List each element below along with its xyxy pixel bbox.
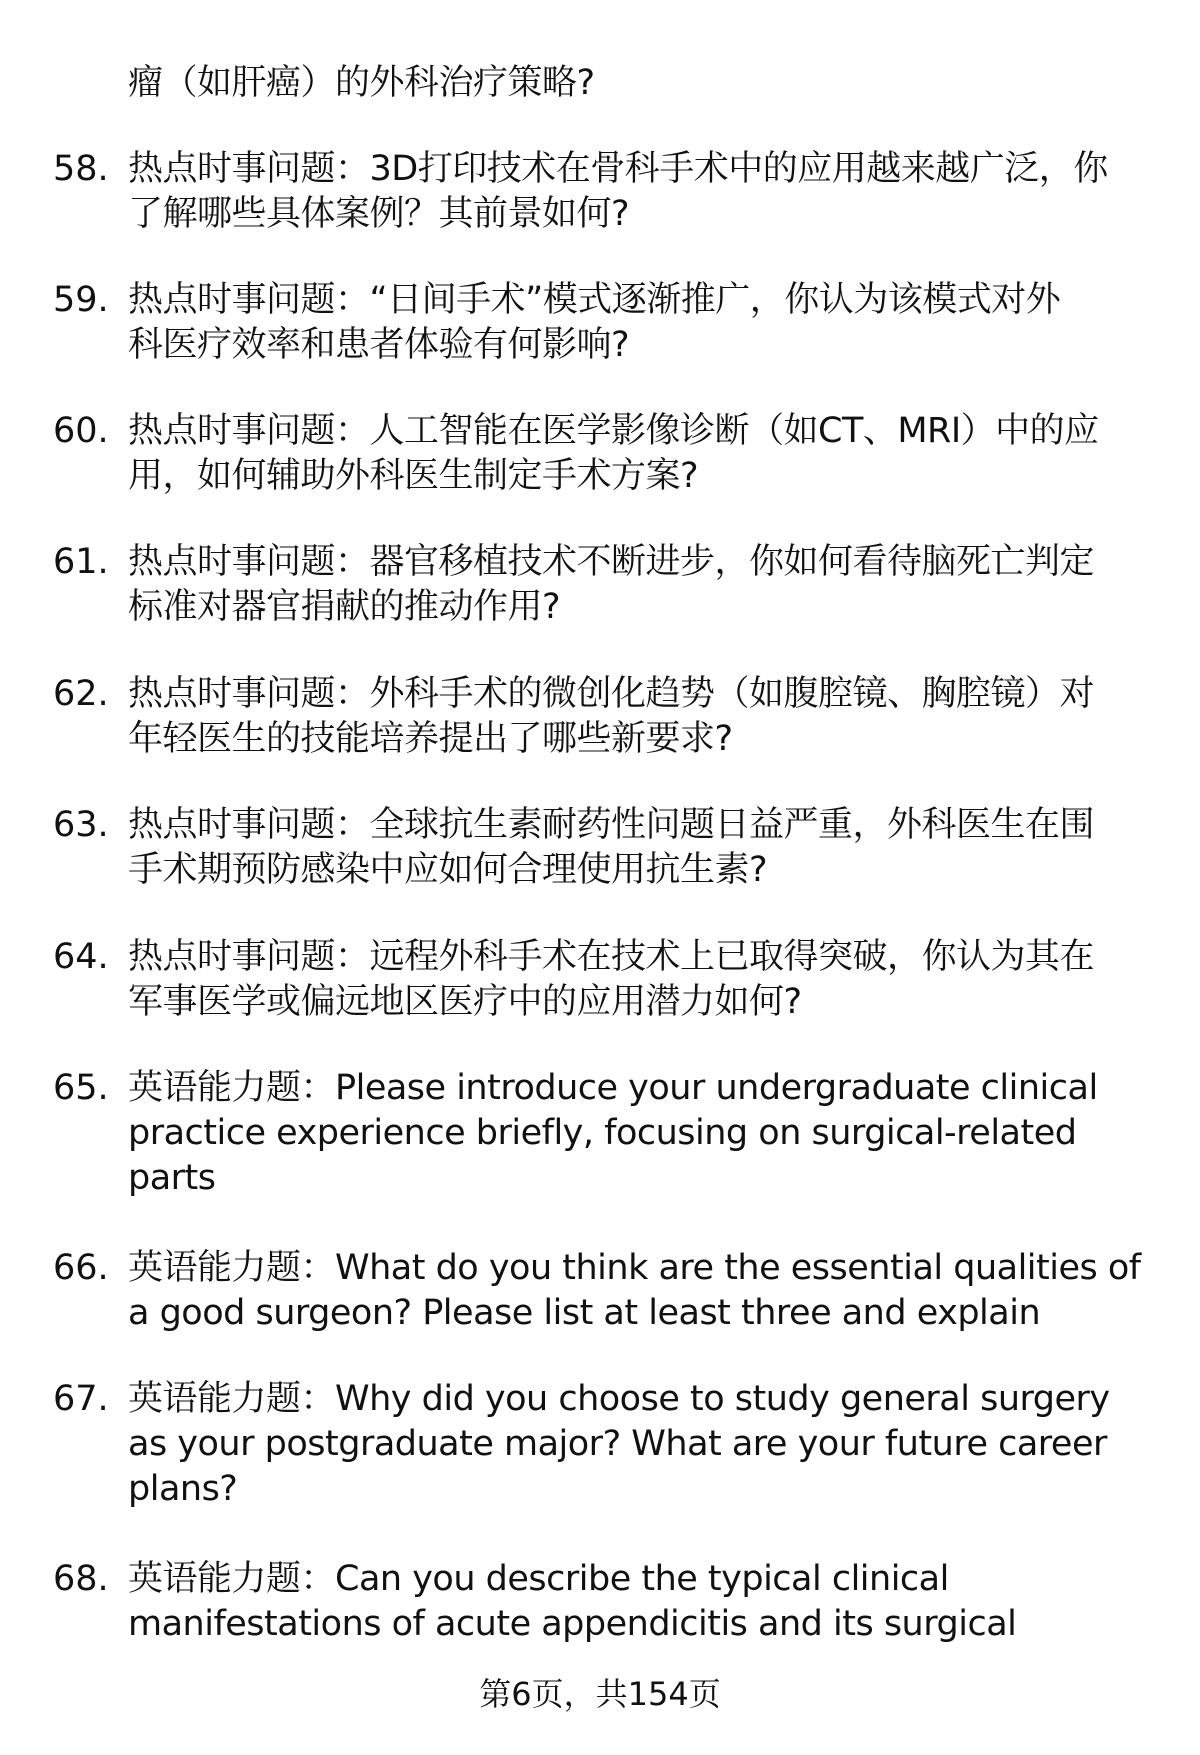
item-text-line: a good surgeon? Please list at least three and explain [128,1293,1041,1333]
item-text-line: as your postgraduate major? What are your future career [128,1424,1107,1464]
item-number: 61. [53,542,109,582]
item-text-line: 热点时事问题：远程外科手术在技术上已取得突破，你认为其在 [128,937,1095,977]
item-number: 68. [53,1559,109,1599]
item-text-line: 用，如何辅助外科医生制定手术方案? [128,456,699,496]
item-number: 63. [53,805,109,845]
item-text-line: plans? [128,1469,238,1509]
item-text-line: 英语能力题：Can you describe the typical clinical [128,1559,949,1599]
item-number: 67. [53,1379,109,1419]
item-text-line: 年轻医生的技能培养提出了哪些新要求? [128,719,733,759]
item-number: 58. [53,149,109,189]
item-number: 66. [53,1248,109,1288]
item-text-line: 瘤（如肝癌）的外科治疗策略? [128,63,595,103]
item-number: 65. [53,1068,109,1108]
item-number: 60. [53,411,109,451]
item-text-line: 军事医学或偏远地区医疗中的应用潜力如何? [128,982,802,1022]
item-text-line: manifestations of acute appendicitis and its surgical [128,1604,1017,1644]
item-text-line: 英语能力题：Please introduce your undergraduate clinical [128,1068,1098,1108]
item-number: 62. [53,674,109,714]
item-text-line: 了解哪些具体案例？其前景如何? [128,194,630,234]
item-text-line: 热点时事问题：全球抗生素耐药性问题日益严重，外科医生在围 [128,805,1095,845]
item-text-line: 科医疗效率和患者体验有何影响? [128,325,630,365]
item-text-line: parts [128,1158,216,1198]
item-text-line: 手术期预防感染中应如何合理使用抗生素? [128,850,768,890]
item-text-line: 热点时事问题：器官移植技术不断进步，你如何看待脑死亡判定 [128,542,1095,582]
item-text-line: 热点时事问题：人工智能在医学影像诊断（如CT、MRI）中的应 [128,411,1099,451]
item-text-line: 标准对器官捐献的推动作用? [128,587,561,627]
page-footer: 第6页，共154页 [479,1675,721,1713]
item-text-line: 英语能力题：Why did you choose to study general surgery [128,1379,1110,1419]
item-text-line: 热点时事问题：外科手术的微创化趋势（如腹腔镜、胸腔镜）对 [128,674,1095,714]
item-text-line: 英语能力题：What do you think are the essential qualities of [128,1248,1141,1288]
item-number: 64. [53,937,109,977]
item-text-line: 热点时事问题：3D打印技术在骨科手术中的应用越来越广泛，你 [128,149,1108,189]
item-text-line: 热点时事问题：“日间手术”模式逐渐推广，你认为该模式对外 [128,280,1061,320]
item-text-line: practice experience briefly, focusing on surgical-related [128,1113,1077,1153]
item-number: 59. [53,280,109,320]
